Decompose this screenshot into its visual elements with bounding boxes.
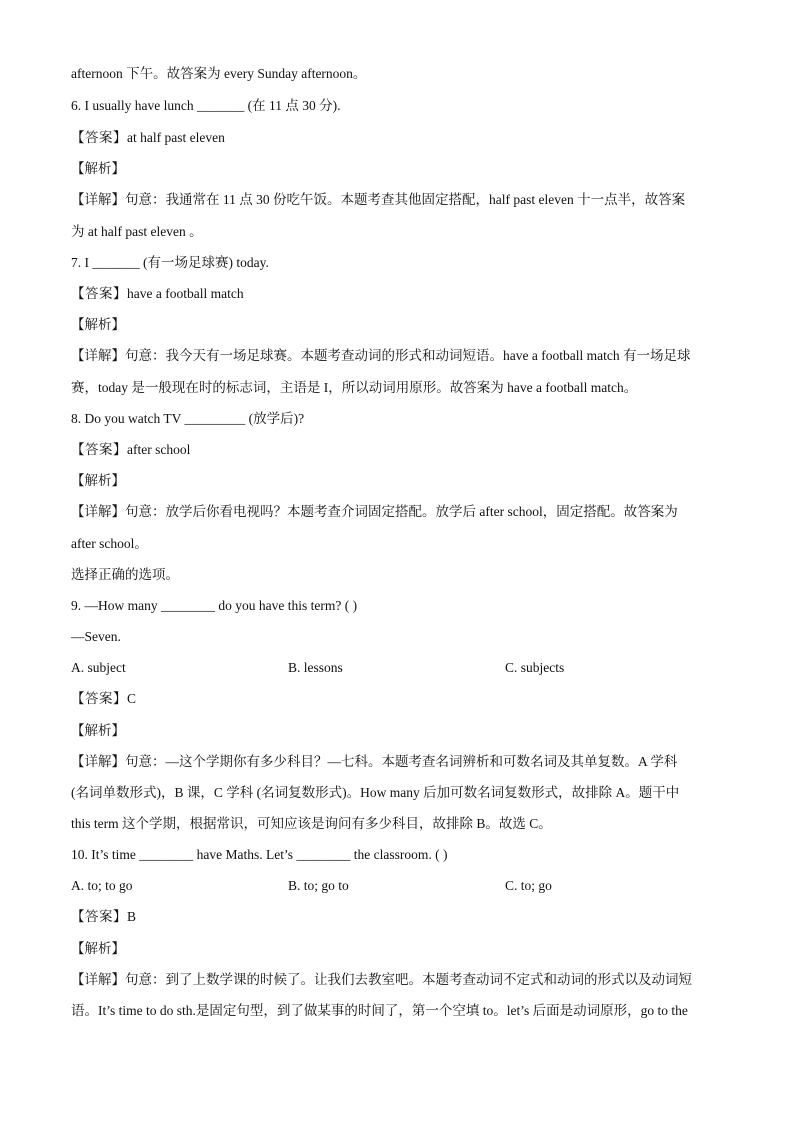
- analysis-tag: 【解析】: [71, 473, 125, 488]
- analysis-tag: 【解析】: [71, 941, 125, 956]
- detail-tag: 【详解】: [71, 504, 125, 519]
- analysis-tag: 【解析】: [71, 723, 125, 738]
- detail-line: [71, 346, 731, 366]
- option-b: B. lessons: [288, 660, 343, 675]
- detail-continuation: 赛，today 是一般现在时的标志词，主语是 I，所以动词用原形。故答案为 have a football match。: [71, 380, 638, 395]
- question-10: 10. It’s time ________ have Maths. Let’s ________ the classroom. ( ): [71, 847, 448, 862]
- answer-text: after school: [127, 442, 191, 457]
- detail-line: [71, 970, 731, 990]
- section-heading: 选择正确的选项。: [71, 567, 179, 582]
- option-b: B. to; go to: [288, 878, 349, 893]
- answer-line: [71, 907, 731, 927]
- answer-text: C: [127, 691, 137, 706]
- option-c: C. to; go: [505, 878, 552, 893]
- answer-line: [71, 689, 731, 709]
- answer-tag: 【答案】: [71, 442, 127, 457]
- detail-text: 句意：放学后你看电视吗？本题考查介词固定搭配。放学后 after school，固定搭配。故答案为: [125, 504, 678, 519]
- detail-continuation: after school。: [71, 536, 148, 551]
- analysis-tag: 【解析】: [71, 317, 125, 332]
- text-line: afternoon 下午。故答案为 every Sunday afternoon。: [71, 66, 367, 81]
- answer-tag: 【答案】: [71, 286, 127, 301]
- detail-tag: 【详解】: [71, 754, 125, 769]
- detail-text: 句意：我今天有一场足球赛。本题考查动词的形式和动词短语。have a football match 有一场足球: [125, 348, 691, 363]
- question-8: 8. Do you watch TV _________ (放学后)?: [71, 411, 305, 426]
- answer-text: have a football match: [127, 286, 244, 301]
- question-7: 7. I _______ (有一场足球赛) today.: [71, 255, 269, 270]
- detail-tag: 【详解】: [71, 348, 125, 363]
- detail-line: [71, 502, 731, 522]
- detail-text: 句意：我通常在 11 点 30 份吃午饭。本题考查其他固定搭配，half past eleven 十一点半，故答案: [125, 192, 686, 207]
- answer-line: [71, 128, 731, 148]
- detail-tag: 【详解】: [71, 192, 125, 207]
- detail-text: 句意：到了上数学课的时候了。让我们去教室吧。本题考查动词不定式和动词的形式以及动词短: [125, 972, 692, 987]
- answer-text: at half past eleven: [127, 130, 225, 145]
- detail-continuation: 语。It’s time to do sth.是固定句型，到了做某事的时间了，第一个空填 to。let’s 后面是动词原形，go to the: [71, 1003, 688, 1018]
- question-6: 6. I usually have lunch _______ (在 11 点 30 分).: [71, 98, 341, 113]
- analysis-tag: 【解析】: [71, 161, 125, 176]
- detail-continuation: (名词单数形式)，B 课，C 学科 (名词复数形式)。How many 后加可数名词复数形式，故排除 A。题干中: [71, 785, 680, 800]
- answer-tag: 【答案】: [71, 130, 127, 145]
- detail-tag: 【详解】: [71, 972, 125, 987]
- detail-text: 句意：—这个学期你有多少科目？—七科。本题考查名词辨析和可数名词及其单复数。A 学科: [125, 754, 678, 769]
- question-9: 9. —How many ________ do you have this term? ( ): [71, 598, 358, 613]
- detail-continuation: this term 这个学期，根据常识，可知应该是询问有多少科目，故排除 B。故选 C。: [71, 816, 552, 831]
- answer-line: [71, 440, 731, 460]
- answer-text: B: [127, 909, 137, 924]
- answer-line: [71, 284, 731, 304]
- detail-line: [71, 752, 731, 772]
- option-a: A. subject: [71, 660, 126, 675]
- answer-tag: 【答案】: [71, 691, 127, 706]
- answer-tag: 【答案】: [71, 909, 127, 924]
- question-9-reply: —Seven.: [71, 629, 121, 644]
- option-a: A. to; to go: [71, 878, 133, 893]
- option-c: C. subjects: [505, 660, 565, 675]
- detail-line: [71, 190, 731, 210]
- detail-continuation: 为 at half past eleven 。: [71, 224, 203, 239]
